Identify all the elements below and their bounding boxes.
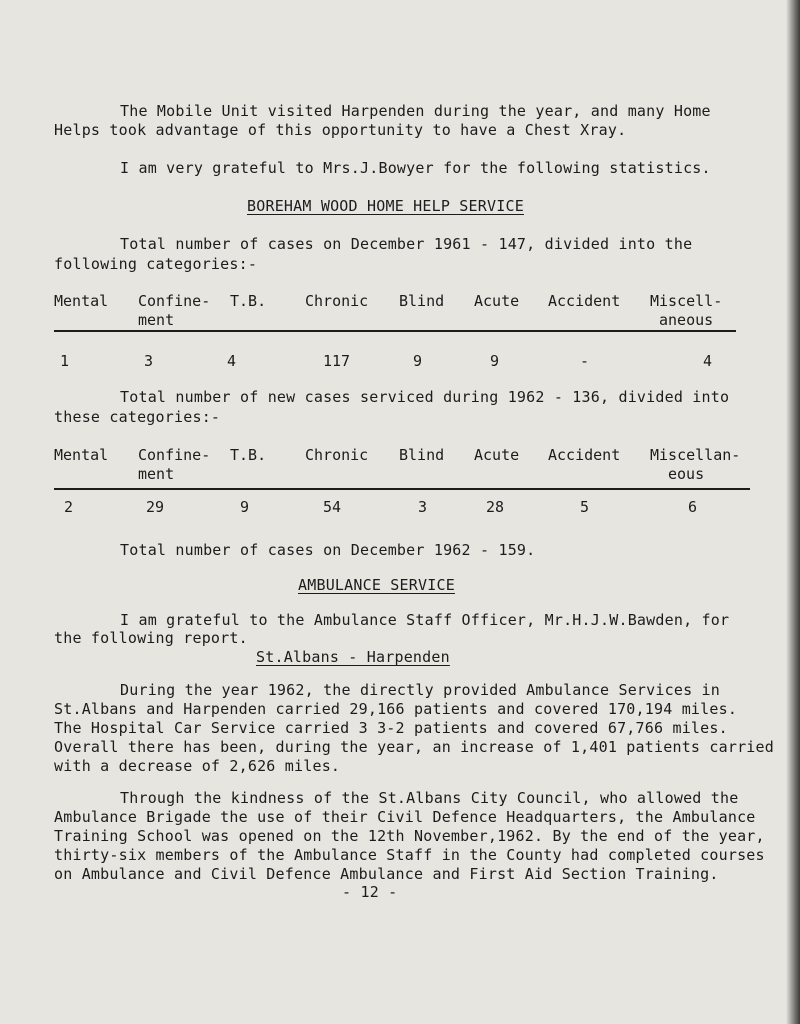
scan-edge-shadow [786,0,800,1024]
table-cell: 4 [227,352,237,370]
table-cell: 29 [146,498,165,516]
paragraph-line: Through the kindness of the St.Albans City Council, who allowed the [120,789,739,807]
table-header: Accident [548,292,621,310]
paragraph-line: Ambulance Brigade the use of their Civil Defence Headquarters, the Ambulance [54,808,756,826]
table-header: Mental [54,292,109,310]
table-cell: 9 [240,498,250,516]
paragraph-line: I am grateful to the Ambulance Staff Officer, Mr.H.J.W.Bawden, for [120,611,730,629]
table-header: ment [138,465,175,483]
table-header: Accident [548,446,621,464]
table-header: Blind [399,292,445,310]
table-cell: 6 [688,498,698,516]
table-header: Mental [54,446,109,464]
paragraph-line: The Hospital Car Service carried 3 3-2 patients and covered 67,766 miles. [54,719,728,737]
table-cell: 9 [490,352,500,370]
paragraph-line: thirty-six members of the Ambulance Staff in the County had completed courses [54,846,765,864]
table-cell: 5 [580,498,590,516]
table-cell: 4 [703,352,713,370]
table-header: Acute [474,292,520,310]
table-header: Chronic [305,446,369,464]
table-cell: 28 [486,498,505,516]
paragraph-line: The Mobile Unit visited Harpenden during the year, and many Home [120,102,711,120]
paragraph-line: Total number of cases on December 1961 - 147, divided into the [120,235,693,253]
table-header: Miscell- [650,292,723,310]
table-header: Confine- [138,292,211,310]
paragraph-line: following categories:- [54,255,258,273]
paragraph-line: Total number of cases on December 1962 - 159. [120,541,536,559]
table-rule [54,330,736,332]
paragraph-line: St.Albans and Harpenden carried 29,166 patients and covered 170,194 miles. [54,700,738,718]
table-header: Blind [399,446,445,464]
table-header: T.B. [230,446,267,464]
table-cell: 1 [60,352,70,370]
table-cell: 2 [64,498,74,516]
paragraph-line: Overall there has been, during the year, an increase of 1,401 patients carried [54,738,774,756]
table-header: ment [138,311,175,329]
table-header: T.B. [230,292,267,310]
paragraph-line: the following report. [54,629,248,647]
table-header: aneous [659,311,714,329]
page-number: - 12 - [342,883,398,901]
paragraph-line: with a decrease of 2,626 miles. [54,757,341,775]
table-rule [54,488,750,490]
paragraph-line: During the year 1962, the directly provided Ambulance Services in [120,681,720,699]
section-heading-st-albans: St.Albans - Harpenden [256,648,450,666]
paragraph-line: I am very grateful to Mrs.J.Bowyer for the following statistics. [120,159,711,177]
paragraph-line: Training School was opened on the 12th November,1962. By the end of the year, [54,827,765,845]
paragraph-line: on Ambulance and Civil Defence Ambulance and First Aid Section Training. [54,865,719,883]
table-header: Miscellan- [650,446,741,464]
table-cell: - [580,352,590,370]
table-header: Confine- [138,446,211,464]
table-header: Acute [474,446,520,464]
table-cell: 9 [413,352,423,370]
table-cell: 3 [418,498,428,516]
section-heading-ambulance: AMBULANCE SERVICE [298,576,455,594]
table-header: Chronic [305,292,369,310]
paragraph-line: these categories:- [54,408,221,426]
table-cell: 117 [323,352,351,370]
section-heading-home-help: BOREHAM WOOD HOME HELP SERVICE [247,197,524,215]
paragraph-line: Helps took advantage of this opportunity to have a Chest Xray. [54,121,627,139]
table-header: eous [668,465,705,483]
table-cell: 3 [144,352,154,370]
table-cell: 54 [323,498,342,516]
paragraph-line: Total number of new cases serviced during 1962 - 136, divided into [120,388,730,406]
